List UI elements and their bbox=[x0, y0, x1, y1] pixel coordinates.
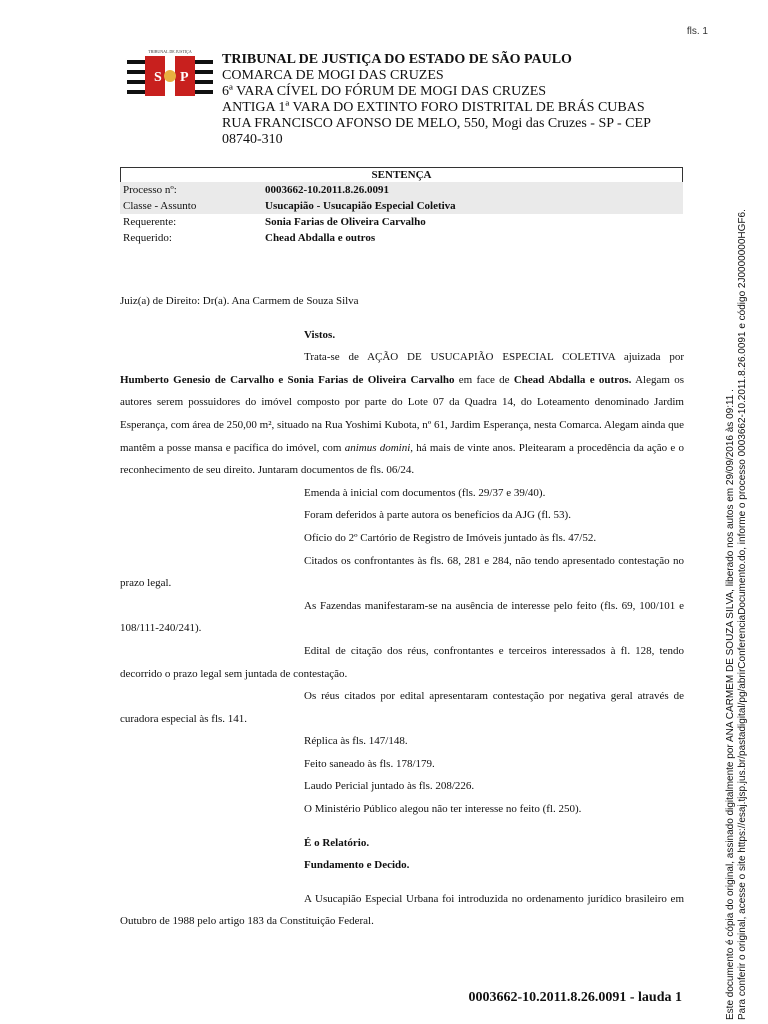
case-row-requerido: Requerido: Chead Abdalla e outros bbox=[123, 232, 376, 244]
svg-text:P: P bbox=[180, 70, 189, 85]
paragraph-7: Edital de citação dos réus, confrontantes e terceiros interessados à fl. 128, tendo decorrido o prazo legal sem juntada de contestação. bbox=[120, 644, 684, 680]
digital-signature-note bbox=[725, 20, 749, 1020]
paragraph-4: Ofício do 2º Cartório de Registro de Imóveis juntado às fls. 47/52. bbox=[304, 531, 597, 544]
sentence-body bbox=[120, 290, 684, 933]
paragraph-9: Réplica às fls. 147/148. bbox=[304, 735, 408, 748]
court-logo bbox=[127, 46, 213, 104]
fundamento-heading: Fundamento e Decido. bbox=[304, 859, 410, 872]
paragraph-8: Os réus citados por edital apresentaram contestação por negativa geral através de curadora especial às fls. 141. bbox=[120, 690, 684, 725]
paragraph-6: As Fazendas manifestaram-se na ausência de interesse pelo feito (fls. 69, 100/101 e 108/111-240/241). bbox=[120, 599, 684, 635]
address: RUA FRANCISCO AFONSO DE MELO, 550, Mogi das Cruzes - SP - CEP 08740-310 bbox=[222, 116, 651, 147]
svg-text:TRIBUNAL DE JUSTIÇA: TRIBUNAL DE JUSTIÇA bbox=[148, 49, 192, 54]
vara: 6ª VARA CÍVEL DO FÓRUM DE MOGI DAS CRUZES bbox=[222, 84, 547, 99]
vistos: Vistos. bbox=[304, 328, 336, 341]
paragraph-3: Foram deferidos à parte autora os benefícios da AJG (fl. 53). bbox=[304, 509, 571, 522]
case-info-box bbox=[120, 167, 683, 246]
judge-line: Juiz(a) de Direito: Dr(a). Ana Carmem de Souza Silva bbox=[120, 295, 359, 307]
paragraph-12: O Ministério Público alegou não ter interesse no feito (fl. 250). bbox=[304, 803, 582, 816]
signature-line-1: Este documento é cópia do original, assinado digitalmente por ANA CARMEM DE SOUZA SILVA, liberado nos autos em 29/09/2016 às 09:11 . bbox=[725, 389, 736, 1020]
page-footer: 0003662-10.2011.8.26.0091 - lauda 1 bbox=[468, 990, 682, 1005]
relatorio-heading: É o Relatório. bbox=[304, 836, 370, 849]
court-name: TRIBUNAL DE JUSTIÇA DO ESTADO DE SÃO PAULO bbox=[222, 52, 572, 67]
case-row-processo: Processo nº: 0003662-10.2011.8.26.0091 bbox=[120, 182, 683, 198]
document-type: SENTENÇA bbox=[120, 167, 683, 182]
page-number: fls. 1 bbox=[686, 26, 708, 37]
paragraph-13: A Usucapião Especial Urbana foi introduzida no ordenamento jurídico brasileiro em Outubro de 1988 pelo artigo 183 da Constituição Federal. bbox=[120, 892, 684, 928]
paragraph-5: Citados os confrontantes às fls. 68, 281 e 284, não tendo apresentado contestação no prazo legal. bbox=[120, 554, 684, 590]
paragraph-2: Emenda à inicial com documentos (fls. 29/37 e 39/40). bbox=[304, 486, 546, 499]
court-header bbox=[222, 52, 692, 148]
signature-line-2: Para conferir o original, acesse o site https://esaj.tjsp.jus.br/pastadigital/pg/abrirConferenciaDocumento.do, informe o processo 0003662-10.2011.8.26.0091 e código 2J0000000HGF6. bbox=[737, 209, 748, 1020]
comarca: COMARCA DE MOGI DAS CRUZES bbox=[222, 68, 444, 83]
paragraph-1: Trata-se de AÇÃO DE USUCAPIÃO ESPECIAL COLETIVA ajuizada por Humberto Genesio de Carvalho e Sonia Farias de Oliveira Carvalho em face de Chead Abdalla e outros. Alegam os autores serem possuidores do imóvel composto por parte do Lote 07 da Quadra 14, do Loteamento denominado Jardim Esperança, com área de 250,00 m², situado na Rua Yoshimi Kubota, nº 61, Jardim Esperança, nesta Comarca. Alegam ainda que mantêm a posse mansa e pacífica do imóvel, com animus domini, há mais de vinte anos. Pleitearam a procedência da ação e o reconhecimento de seu direito. Juntaram documentos de fls. 06/24. bbox=[120, 351, 685, 477]
case-row-classe: Classe - Assunto Usucapião - Usucapião Especial Coletiva bbox=[120, 198, 683, 214]
paragraph-11: Laudo Pericial juntado às fls. 208/226. bbox=[304, 780, 475, 793]
case-row-requerente: Requerente: Sonia Farias de Oliveira Carvalho bbox=[123, 216, 426, 228]
paragraph-10: Feito saneado às fls. 178/179. bbox=[304, 757, 435, 770]
antiga-vara: ANTIGA 1ª VARA DO EXTINTO FORO DISTRITAL DE BRÁS CUBAS bbox=[222, 100, 645, 115]
svg-text:S: S bbox=[154, 70, 162, 85]
